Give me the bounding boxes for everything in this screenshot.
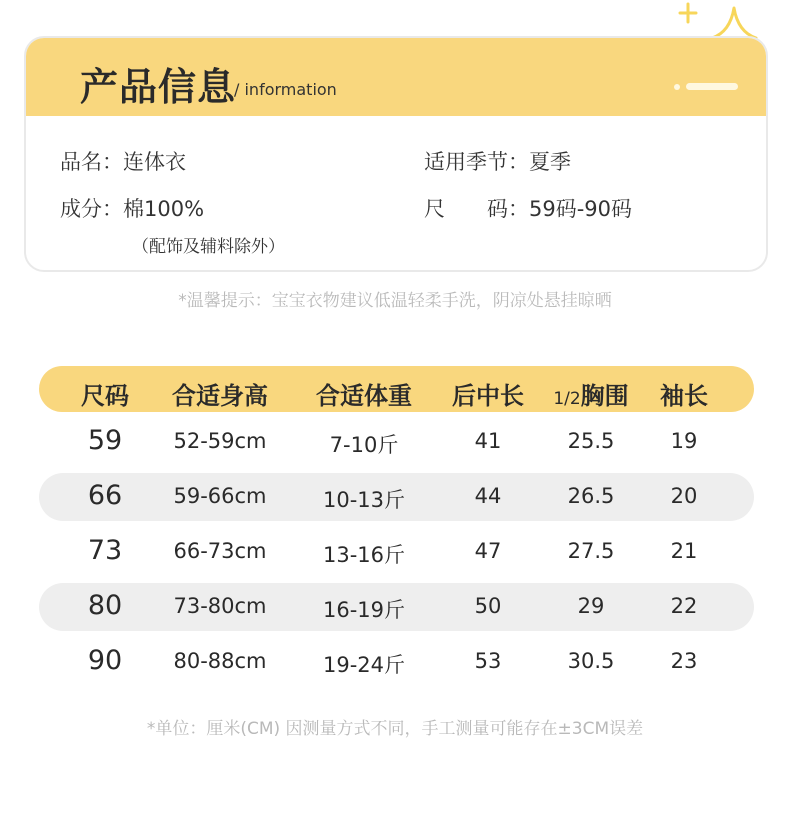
header-half-chest-fraction: 1/2	[553, 389, 581, 409]
table-row	[39, 528, 754, 576]
table-row	[39, 583, 754, 631]
cell-sleeve: 22	[670, 594, 698, 618]
info-field-material	[60, 193, 204, 223]
cell-half-chest: 25.5	[567, 429, 615, 453]
cell-sleeve: 21	[670, 539, 698, 563]
info-field-name	[60, 146, 186, 176]
info-key: 尺 码：	[424, 197, 529, 221]
cell-height: 59-66cm	[173, 484, 267, 508]
cell-sleeve: 20	[670, 484, 698, 508]
info-value: 59码-90码	[529, 197, 633, 221]
header-back-length: 后中长	[452, 382, 524, 410]
cell-sleeve: 23	[670, 649, 698, 673]
info-value: 连体衣	[123, 150, 186, 174]
header-decoration-dot	[674, 84, 680, 90]
cell-height: 80-88cm	[173, 649, 267, 673]
cell-weight: 19-24斤	[322, 653, 406, 677]
header-size: 尺码	[81, 382, 129, 410]
info-note: （配饰及辅料除外）	[132, 237, 285, 257]
info-key: 适用季节：	[424, 150, 529, 174]
cell-back-length: 50	[474, 594, 502, 618]
cell-half-chest: 30.5	[567, 649, 615, 673]
cell-half-chest: 29	[577, 594, 605, 618]
header-decoration-line	[686, 83, 738, 90]
table-row	[39, 418, 754, 466]
cell-back-length: 41	[474, 429, 502, 453]
cell-sleeve: 19	[670, 429, 698, 453]
product-info-card	[24, 36, 768, 272]
cell-weight: 7-10斤	[329, 433, 399, 457]
info-key: 成分：	[60, 197, 123, 221]
cell-height: 73-80cm	[173, 594, 267, 618]
cell-size: 73	[87, 535, 123, 566]
cell-back-length: 47	[474, 539, 502, 563]
header-height: 合适身高	[172, 382, 268, 410]
info-key: 品名：	[60, 150, 123, 174]
cell-back-length: 44	[474, 484, 502, 508]
cell-size: 80	[87, 590, 123, 621]
header-weight: 合适体重	[316, 382, 412, 410]
cell-weight: 16-19斤	[322, 598, 406, 622]
cell-half-chest: 26.5	[567, 484, 615, 508]
measurement-footnote: *单位：厘米(CM) 因测量方式不同，手工测量可能存在±3CM误差	[146, 719, 644, 739]
table-row	[39, 473, 754, 521]
table-row	[39, 638, 754, 686]
info-field-size-range	[424, 193, 632, 223]
header-sleeve: 袖长	[660, 382, 708, 410]
cell-back-length: 53	[474, 649, 502, 673]
card-title: 产品信息	[80, 65, 237, 109]
header-half-chest	[553, 376, 628, 411]
cell-height: 66-73cm	[173, 539, 267, 563]
cell-half-chest: 27.5	[567, 539, 615, 563]
cell-size: 59	[87, 425, 123, 456]
cell-height: 52-59cm	[173, 429, 267, 453]
info-value: 棉100%	[123, 197, 205, 221]
size-table-header	[39, 366, 754, 412]
cell-weight: 13-16斤	[322, 543, 406, 567]
care-hint: *温馨提示：宝宝衣物建议低温轻柔手洗，阴凉处悬挂晾晒	[178, 291, 612, 311]
info-field-season	[424, 146, 571, 176]
cell-weight: 10-13斤	[322, 488, 406, 512]
header-half-chest-label: 胸围	[580, 382, 629, 410]
card-header	[26, 38, 766, 116]
cell-size: 90	[87, 645, 123, 676]
info-value: 夏季	[529, 150, 571, 174]
card-subtitle: / information	[234, 80, 337, 99]
cell-size: 66	[87, 480, 123, 511]
